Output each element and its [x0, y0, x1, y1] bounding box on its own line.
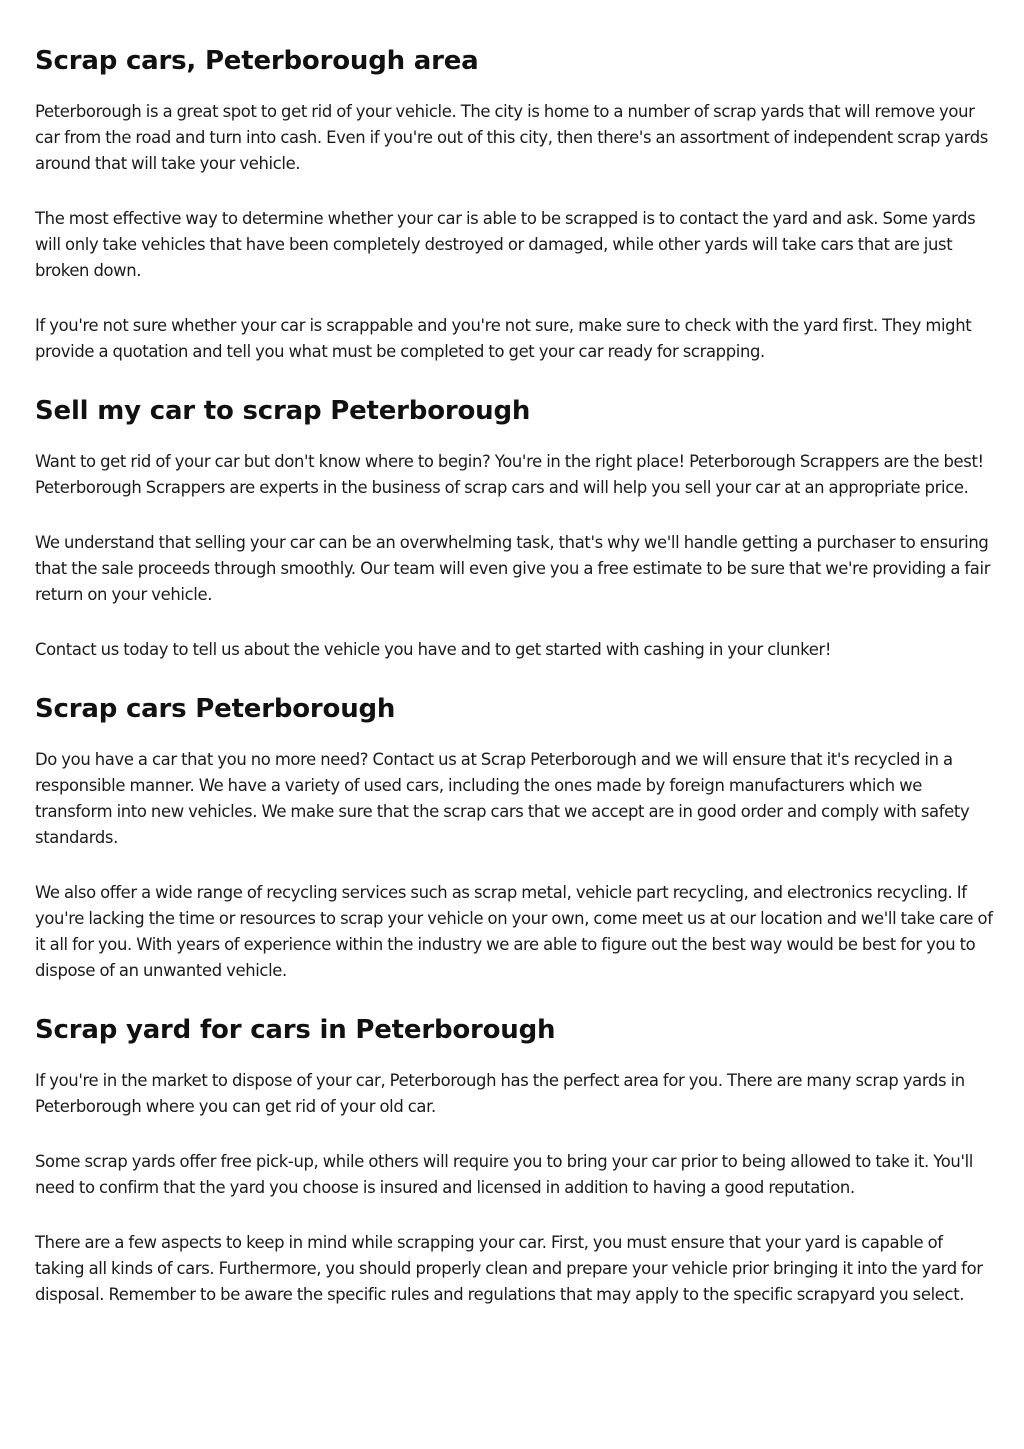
section-scrap-yard-for-cars: [35, 1013, 994, 1308]
paragraph: We also offer a wide range of recycling services such as scrap metal, vehicle part recycling, and electronics recycling. If you're lacking the time or resources to scrap your vehicle on your own, come meet us at our location and we'll take care of it all for you. With years of experience within the industry we are able to figure out the best way would be best for you to dispose of an unwanted vehicle.: [35, 883, 993, 980]
paragraph: Want to get rid of your car but don't know where to begin? You're in the right place! Peterborough Scrappers are the best! Peterborough Scrappers are experts in the business of scrap cars and will help you sell your car at an appropriate price.: [35, 452, 984, 497]
paragraph: Peterborough is a great spot to get rid of your vehicle. The city is home to a number of scrap yards that will remove your car from the road and turn into cash. Even if you're out of this city, then there's an assortment of independent scrap yards around that will take your vehicle.: [35, 102, 988, 173]
section-sell-my-car-to-scrap: [35, 394, 994, 663]
paragraph: There are a few aspects to keep in mind while scrapping your car. First, you must ensure that your yard is capable of taking all kinds of cars. Furthermore, you should properly clean and prepare your vehicle prior bringing it into the yard for disposal. Remember to be aware the specific rules and regulations that may apply to the specific scrapyard you select.: [35, 1233, 983, 1304]
section-heading: Scrap cars, Peterborough area: [35, 46, 479, 76]
paragraph: We understand that selling your car can be an overwhelming task, that's why we'll handle getting a purchaser to ensuring that the sale proceeds through smoothly. Our team will even give you a free estimate to be sure that we're providing a fair return on your vehicle.: [35, 533, 991, 604]
section-heading: Sell my car to scrap Peterborough: [35, 396, 531, 426]
paragraph: Do you have a car that you no more need? Contact us at Scrap Peterborough and we will ensure that it's recycled in a responsible manner. We have a variety of used cars, including the ones made by foreign manufacturers which we transform into new vehicles. We make sure that the scrap cars that we accept are in good order and comply with safety standards.: [35, 750, 970, 847]
section-heading: Scrap cars Peterborough: [35, 694, 396, 724]
paragraph: The most effective way to determine whether your car is able to be scrapped is to contact the yard and ask. Some yards will only take vehicles that have been completely destroyed or damaged, while other yards will take cars that are just broken down.: [35, 209, 976, 280]
paragraph: Some scrap yards offer free pick-up, while others will require you to bring your car prior to being allowed to take it. You'll need to confirm that the yard you choose is insured and licensed in addition to having a good reputation.: [35, 1152, 974, 1197]
paragraph: If you're not sure whether your car is scrappable and you're not sure, make sure to check with the yard first. They might provide a quotation and tell you what must be completed to get your car ready for scrapping.: [35, 316, 972, 361]
section-heading: Scrap yard for cars in Peterborough: [35, 1015, 556, 1045]
section-scrap-cars-peterborough: [35, 692, 994, 984]
paragraph: Contact us today to tell us about the vehicle you have and to get started with cashing in your clunker!: [35, 640, 832, 659]
section-scrap-cars-peterborough-area: [35, 44, 994, 365]
paragraph: If you're in the market to dispose of your car, Peterborough has the perfect area for you. There are many scrap yards in Peterborough where you can get rid of your old car.: [35, 1071, 965, 1116]
